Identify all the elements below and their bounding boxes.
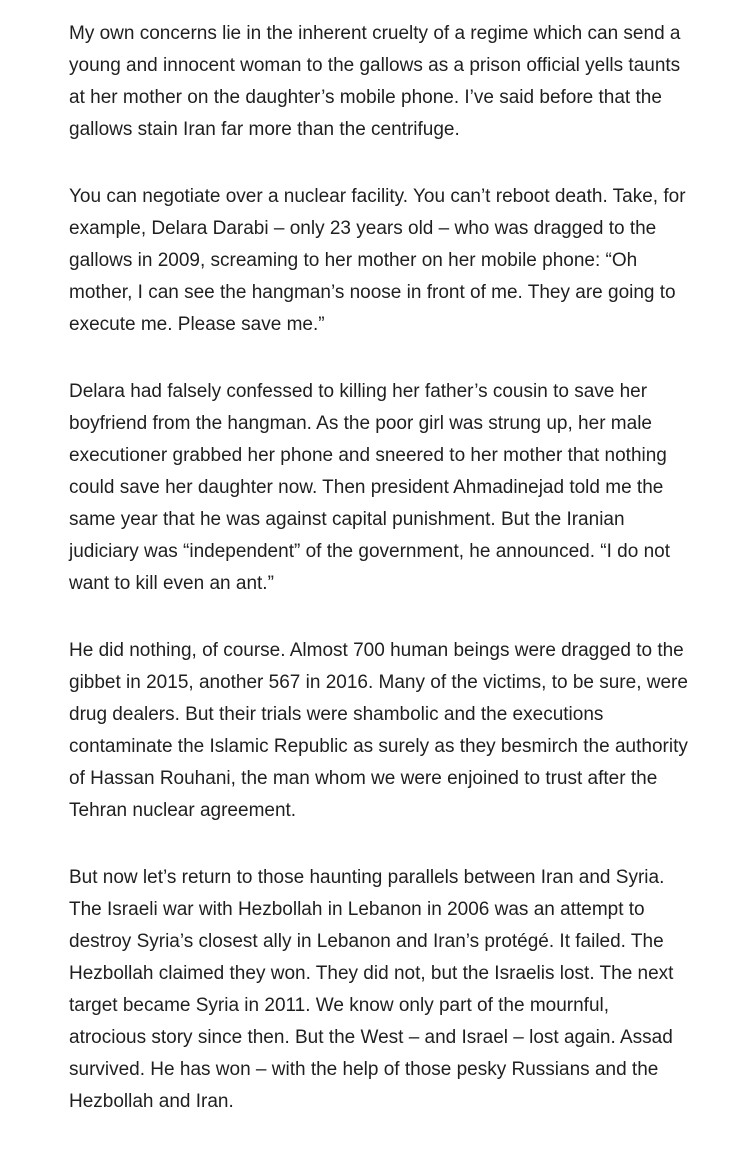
paragraph-delara-darabi: You can negotiate over a nuclear facility. You can’t reboot death. Take, for example, Delara Darabi – only 23 years old – who was dragged to the gallows in 2009, screaming to her mother on her mobile phone: “Oh mother, I can see the hangman’s noose in front of me. They are going to execute me. Please save me.” (69, 186, 686, 335)
paragraph-executions: He did nothing, of course. Almost 700 human beings were dragged to the gibbet in 2015, another 567 in 2016. Many of the victims, to be sure, were drug dealers. But their trials were shambolic and the executions contaminate the Islamic Republic as surely as they besmirch the authority of Hassan Rouhani, the man whom we were enjoined to trust after the Tehran nuclear agreement. (69, 640, 688, 821)
paragraph-false-confession: Delara had falsely confessed to killing her father’s cousin to save her boyfriend from the hangman. As the poor girl was strung up, her male executioner grabbed her phone and sneered to her mother that nothing could save her daughter now. Then president Ahmadinejad told me the same year that he was against capital punishment. But the Iranian judiciary was “independent” of the government, he announced. “I do not want to kill even an ant.” (69, 381, 670, 594)
article-body (69, 18, 689, 1118)
paragraph-iran-syria: But now let’s return to those haunting parallels between Iran and Syria. The Israeli war with Hezbollah in Lebanon in 2006 was an attempt to destroy Syria’s closest ally in Lebanon and Iran’s protégé. It failed. The Hezbollah claimed they won. They did not, but the Israelis lost. The next target became Syria in 2011. We know only part of the mournful, atrocious story since then. But the West – and Israel – lost again. Assad survived. He has won – with the help of those pesky Russians and the Hezbollah and Iran. (69, 867, 674, 1112)
paragraph-cruelty: My own concerns lie in the inherent cruelty of a regime which can send a young and innocent woman to the gallows as a prison official yells taunts at her mother on the daughter’s mobile phone. I’ve said before that the gallows stain Iran far more than the centrifuge. (69, 23, 681, 140)
